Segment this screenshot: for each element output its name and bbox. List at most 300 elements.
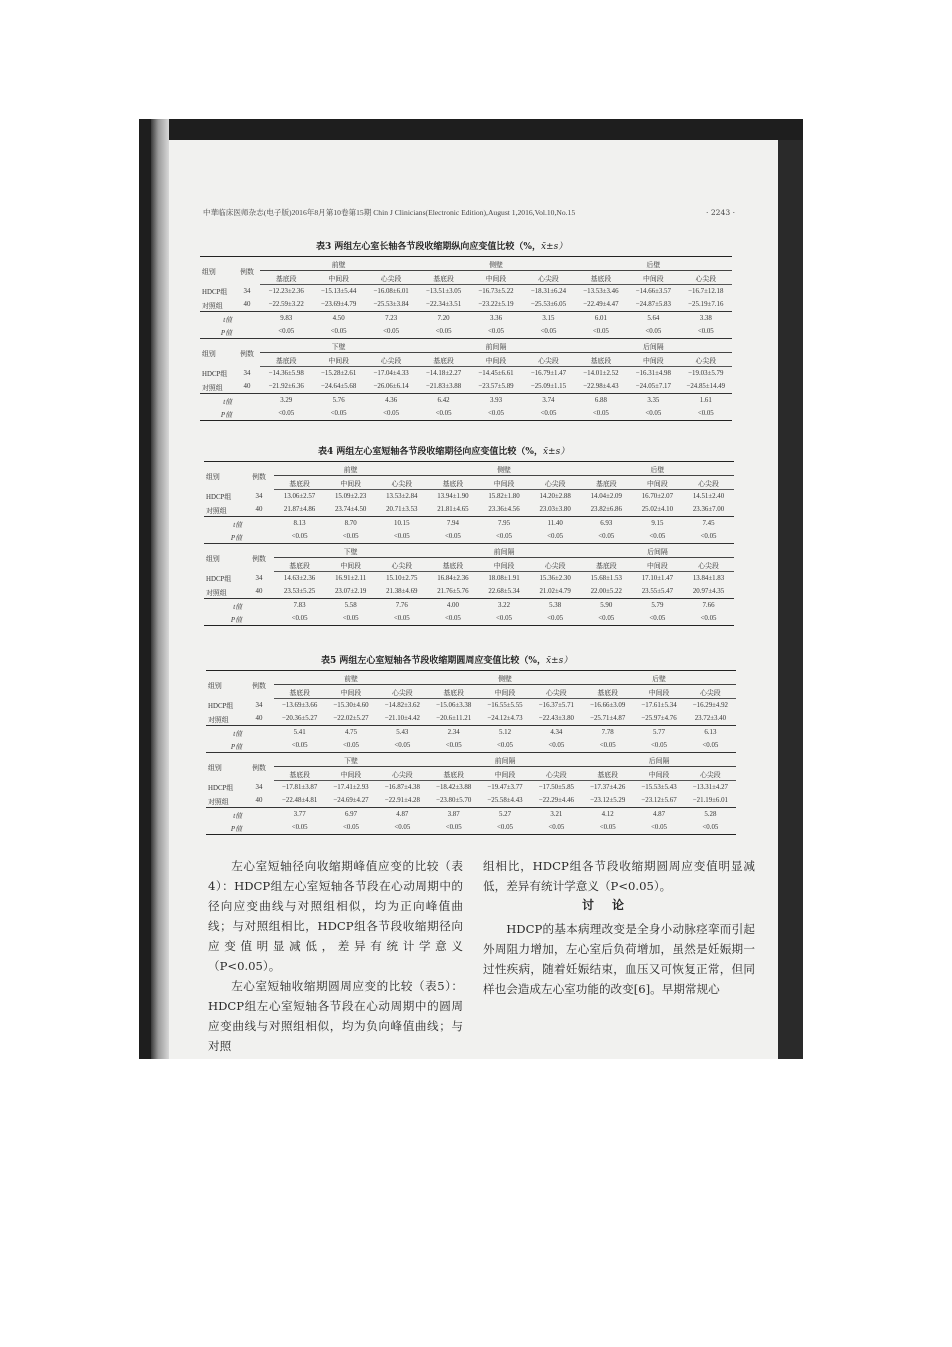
table-cell: <0.05: [428, 739, 479, 753]
page-edge: [778, 140, 803, 1059]
control-row: [206, 712, 736, 726]
row-label: 对照组: [200, 298, 234, 312]
segment-header: 心尖段: [522, 353, 574, 367]
table-cell: <0.05: [376, 530, 427, 544]
table-cell: 7.20: [437, 315, 450, 322]
table-cell: 3.35: [647, 397, 660, 404]
paragraph-circumferential: 左心室短轴收缩期圆周应变的比较（表5）：HDCP组左心室短轴各节段在心动周期中的圆周应变曲线与对照组相似，均为负向峰值曲线；与对照: [208, 979, 463, 1053]
table-cell: −14.01±2.52: [583, 370, 619, 377]
segment-header: 基底段: [581, 476, 632, 490]
segment-header: 基底段: [582, 767, 633, 781]
row-label: 对照组: [200, 380, 234, 394]
segment-header: 基底段: [428, 685, 479, 699]
table-cell: <0.05: [479, 821, 530, 835]
segment-header: 中间段: [633, 685, 684, 699]
row-label: 对照组: [206, 794, 244, 808]
segment-header: 心尖段: [365, 353, 417, 367]
row-count: 34: [255, 574, 263, 582]
running-header: 中華临床医师杂志(电子版)2016年8月第10卷第15期 Chin J Clinicians(Electronic Edition),August 1,2016,Vol.10,No.15: [203, 208, 576, 217]
wall-header: 下壁: [260, 339, 417, 353]
table-cell: 23.53±5.25: [274, 585, 325, 599]
table-cell: 5.43: [396, 729, 409, 736]
column-header-group: 组别: [206, 555, 220, 563]
table-cell: 6.01: [594, 315, 607, 322]
row-count: 40: [244, 503, 274, 517]
p-value-row: [204, 612, 734, 626]
table-cell: 9.15: [651, 520, 664, 527]
t-value-row: [204, 517, 734, 531]
wall-header-row: [200, 257, 732, 271]
segment-header: 中间段: [633, 767, 684, 781]
table-cell: 11.40: [547, 520, 563, 527]
column-header-group: 组别: [206, 671, 244, 699]
segment-header: 基底段: [274, 558, 325, 572]
table-cell: 6.93: [600, 520, 613, 527]
table-cell: 20.71±3.53: [376, 503, 427, 517]
table-cell: 3.21: [550, 811, 563, 818]
table-cell: −25.19±7.16: [680, 298, 732, 312]
wall-header: 前间隔: [417, 339, 574, 353]
row-label: 对照组: [206, 712, 244, 726]
wall-header: 后壁: [581, 462, 734, 476]
table-cell: −17.41±2.93: [333, 784, 369, 791]
table-cell: 13.06±2.57: [283, 493, 316, 500]
segment-header: 心尖段: [376, 476, 427, 490]
table-cell: <0.05: [478, 530, 529, 544]
row-count-empty: [244, 726, 274, 740]
table-cell: 3.77: [293, 811, 306, 818]
column-header-count: 例数: [252, 555, 266, 563]
table-cell: 3.36: [489, 315, 503, 322]
table-cell: <0.05: [274, 530, 325, 544]
row-label: HDCP组: [202, 371, 228, 379]
table-cell: 5.58: [344, 602, 357, 609]
table-cell: 23.72±3.40: [685, 712, 736, 726]
table3-stat: x̄±s）: [540, 242, 568, 252]
table-cell: −23.22±5.19: [470, 298, 522, 312]
row-count: 34: [243, 369, 251, 377]
table-cell: <0.05: [312, 325, 364, 339]
table-cell: −23.69±4.79: [312, 298, 364, 312]
p-value-row: [200, 325, 732, 339]
paragraph-continuation: 组相比，HDCP组各节段收缩期圆周应变值明显减低，差异有统计学意义（P<0.05）。: [483, 859, 755, 893]
segment-header: 中间段: [478, 558, 529, 572]
table-cell: <0.05: [274, 739, 325, 753]
row-count-empty: [234, 325, 260, 339]
table-cell: <0.05: [365, 407, 417, 421]
segment-header: 中间段: [632, 558, 683, 572]
table-cell: 5.28: [704, 811, 717, 818]
segment-header: 中间段: [312, 271, 364, 285]
segment-header: 心尖段: [685, 767, 736, 781]
table-cell: 7.94: [446, 520, 459, 527]
table-cell: 3.93: [489, 397, 503, 404]
table3-title: 表3 两组左心室长轴各节段收缩期纵向应变值比较（%，: [316, 242, 541, 252]
table-cell: 21.81±4.65: [427, 503, 478, 517]
table-cell: −25.53±6.05: [522, 298, 574, 312]
table-cell: −16.79±1.47: [530, 370, 567, 377]
segment-header: 心尖段: [377, 685, 428, 699]
table-cell: 15.09±2.23: [334, 493, 367, 500]
table-cell: <0.05: [581, 530, 632, 544]
table-cell: <0.05: [581, 612, 632, 626]
table-cell: 14.63±2.36: [283, 575, 316, 582]
table-cell: 16.70±2.07: [641, 493, 674, 500]
table-cell: 15.68±1.53: [590, 575, 622, 582]
table-cell: 23.03±3.80: [530, 503, 581, 517]
t-value-row: [206, 808, 736, 822]
table-cell: −15.30±4.60: [333, 702, 369, 709]
table-cell: <0.05: [325, 739, 376, 753]
segment-header: 中间段: [478, 476, 529, 490]
table-cell: 23.36±4.56: [478, 503, 529, 517]
row-count-empty: [244, 821, 274, 835]
table-cell: <0.05: [377, 821, 428, 835]
table-cell: <0.05: [627, 325, 679, 339]
segment-header: 中间段: [325, 685, 376, 699]
table-cell: 15.36±2.30: [539, 575, 571, 582]
table-cell: −16.08±6.01: [373, 288, 409, 295]
segment-header: 心尖段: [530, 558, 581, 572]
row-label: HDCP组: [206, 576, 232, 584]
row-label: t值: [223, 398, 232, 406]
segment-header: 中间段: [312, 353, 364, 367]
table-cell: 21.76±5.76: [427, 585, 478, 599]
segment-header: 中间段: [470, 353, 522, 367]
table-cell: −20.6±11.21: [428, 712, 479, 726]
column-header-group: 组别: [204, 462, 244, 490]
table-cell: −21.10±4.42: [377, 712, 428, 726]
segment-header: 基底段: [581, 558, 632, 572]
table-cell: −14.18±2.27: [425, 370, 462, 377]
table-cell: −13.51±3.05: [425, 288, 462, 295]
segment-header: 基底段: [427, 558, 478, 572]
table-cell: <0.05: [417, 325, 469, 339]
table-cell: −24.69±4.27: [325, 794, 376, 808]
table-cell: <0.05: [428, 821, 479, 835]
table-cell: −20.36±5.27: [274, 712, 325, 726]
paragraph-radial: 左心室短轴径向收缩期峰值应变的比较（表4）：HDCP组左心室短轴各节段在心动周期中的径向应变曲线与对照组相似，均为正向峰值曲线；与对照组相比，HDCP组各节段收缩期径向应变值明显减低，差异有统计学意义（P<0.05）。: [208, 859, 463, 973]
segment-header: 中间段: [479, 685, 530, 699]
segment-header: 基底段: [417, 271, 469, 285]
table-cell: −21.92±6.36: [260, 380, 312, 394]
segment-header: 心尖段: [376, 558, 427, 572]
table-cell: 4.12: [601, 811, 614, 818]
table-cell: −15.28±2.61: [321, 370, 357, 377]
row-count-empty: [234, 407, 260, 421]
table-cell: 6.42: [437, 397, 450, 404]
segment-header: 心尖段: [531, 685, 582, 699]
table-cell: 22.68±5.34: [478, 585, 529, 599]
segment-header: 心尖段: [685, 685, 736, 699]
table-cell: <0.05: [274, 821, 325, 835]
row-count-empty: [244, 739, 274, 753]
column-header-count: 例数: [244, 462, 274, 490]
t-value-row: [206, 726, 736, 740]
table-cell: 13.84±1.83: [692, 575, 725, 582]
table-cell: <0.05: [531, 739, 582, 753]
table-cell: −14.66±3.57: [635, 288, 671, 295]
wall-header: 前壁: [274, 462, 427, 476]
wall-header-row: [206, 671, 736, 685]
row-count: 34: [255, 492, 263, 500]
segment-header: 心尖段: [377, 767, 428, 781]
segment-header: 心尖段: [365, 271, 417, 285]
table-cell: <0.05: [427, 530, 478, 544]
table-cell: 16.91±2.11: [335, 575, 367, 582]
segment-header: 中间段: [325, 476, 376, 490]
wall-header: 后间隔: [575, 339, 732, 353]
table-cell: −23.12±5.29: [582, 794, 633, 808]
table-cell: 6.97: [344, 811, 358, 818]
table-cell: 7.95: [497, 520, 511, 527]
segment-header: 基底段: [274, 476, 325, 490]
table-cell: <0.05: [260, 325, 312, 339]
table-cell: −25.58±4.43: [479, 794, 530, 808]
table-cell: <0.05: [274, 612, 325, 626]
hdcp-row: [206, 781, 736, 795]
table-cell: −26.06±6.14: [365, 380, 417, 394]
table-cell: −17.61±5.34: [641, 702, 677, 709]
control-row: [200, 298, 732, 312]
segment-header-row: [200, 353, 732, 367]
table-cell: 25.02±4.10: [632, 503, 683, 517]
segment-header: 基底段: [260, 271, 312, 285]
table-cell: <0.05: [478, 612, 529, 626]
row-label: t值: [233, 730, 242, 738]
segment-header: 中间段: [470, 271, 522, 285]
left-column: [208, 856, 463, 1056]
table-cell: −18.31±6.24: [530, 288, 567, 295]
table-cell: 7.23: [385, 315, 398, 322]
table-cell: −13.31±4.27: [692, 784, 728, 791]
table-cell: −16.73±5.22: [478, 288, 514, 295]
table-cell: 5.12: [498, 729, 512, 736]
table-cell: −22.49±4.47: [575, 298, 627, 312]
table-cell: −23.57±5.89: [470, 380, 522, 394]
table-cell: <0.05: [325, 612, 376, 626]
table-cell: −24.64±5.68: [312, 380, 364, 394]
table-cell: 16.84±2.36: [437, 575, 469, 582]
table-cell: 5.27: [498, 811, 512, 818]
table-4: [204, 461, 734, 626]
row-count-empty: [234, 312, 260, 326]
row-label: HDCP组: [208, 703, 234, 711]
table-cell: 21.87±4.86: [274, 503, 325, 517]
segment-header: 心尖段: [522, 271, 574, 285]
table-cell: <0.05: [632, 612, 683, 626]
table-cell: 9.83: [280, 315, 293, 322]
table-cell: −19.47±3.77: [487, 784, 523, 791]
table-cell: 4.87: [652, 811, 666, 818]
row-label: P值: [204, 612, 244, 626]
table-cell: <0.05: [632, 530, 683, 544]
wall-header-row: [204, 544, 734, 558]
segment-header: 心尖段: [680, 353, 732, 367]
table-cell: −15.06±3.38: [436, 702, 472, 709]
table-cell: 7.78: [601, 729, 614, 736]
table-cell: −16.87±4.38: [384, 784, 420, 791]
table-cell: 13.53±2.84: [386, 493, 418, 500]
table-cell: <0.05: [470, 407, 522, 421]
wall-header: 侧壁: [428, 671, 582, 685]
column-header-count: 例数: [244, 671, 274, 699]
table-cell: 7.76: [395, 602, 408, 609]
segment-header-row: [206, 767, 736, 781]
wall-header: 后间隔: [582, 753, 736, 767]
table-5: [206, 670, 736, 835]
table-cell: <0.05: [522, 407, 574, 421]
table5-caption: [321, 653, 572, 666]
table-cell: <0.05: [325, 530, 376, 544]
segment-header-row: [204, 558, 734, 572]
table-cell: 2.34: [447, 729, 460, 736]
row-label: P值: [204, 530, 244, 544]
row-count: 40: [244, 712, 274, 726]
table-3: [200, 256, 732, 421]
table-cell: −15.13±5.44: [321, 288, 357, 295]
table-cell: 3.15: [542, 315, 555, 322]
table-cell: −13.53±3.46: [583, 288, 619, 295]
column-header-group: 组别: [208, 764, 222, 772]
row-label: HDCP组: [208, 785, 234, 793]
table-cell: −16.29±4.92: [692, 702, 728, 709]
hdcp-row: [204, 490, 734, 504]
table3-caption: [316, 239, 567, 252]
column-header-count: 例数: [234, 257, 260, 285]
table-cell: 23.36±7.00: [683, 503, 734, 517]
row-count-empty: [244, 517, 274, 531]
table-cell: 4.87: [396, 811, 409, 818]
table-cell: <0.05: [377, 739, 428, 753]
table-cell: <0.05: [575, 325, 627, 339]
table-cell: −16.7±12.18: [688, 288, 724, 295]
row-label: t值: [233, 812, 242, 820]
row-count-empty: [244, 808, 274, 822]
table-cell: 20.97±4.35: [683, 585, 734, 599]
segment-header: 中间段: [325, 558, 376, 572]
table-cell: 5.64: [647, 315, 660, 322]
table-cell: <0.05: [633, 821, 684, 835]
table-cell: 14.04±2.09: [590, 493, 622, 500]
segment-header: 中间段: [627, 271, 679, 285]
table4-caption: [318, 444, 569, 457]
table-cell: −17.50±5.85: [538, 784, 574, 791]
segment-header: 基底段: [260, 353, 312, 367]
table-cell: −25.71±4.87: [582, 712, 633, 726]
column-header-group: 组别: [200, 257, 234, 285]
table-cell: <0.05: [582, 739, 633, 753]
segment-header: 基底段: [582, 685, 633, 699]
table-cell: <0.05: [531, 821, 582, 835]
table-cell: <0.05: [427, 612, 478, 626]
table-cell: <0.05: [470, 325, 522, 339]
table-cell: 1.61: [699, 397, 712, 404]
table-cell: <0.05: [417, 407, 469, 421]
segment-header: 基底段: [274, 767, 325, 781]
segment-header: 中间段: [632, 476, 683, 490]
row-label: HDCP组: [206, 494, 232, 502]
table-cell: <0.05: [325, 821, 376, 835]
table-cell: 7.45: [702, 520, 715, 527]
t-value-row: [200, 394, 732, 408]
table-cell: 5.79: [651, 602, 664, 609]
wall-header: 下壁: [274, 544, 427, 558]
p-value-row: [206, 821, 736, 835]
wall-header: 侧壁: [427, 462, 580, 476]
row-count-empty: [244, 530, 274, 544]
table-cell: −22.48±4.81: [274, 794, 325, 808]
table-cell: 18.08±1.91: [488, 575, 520, 582]
table-cell: −24.05±7.17: [627, 380, 679, 394]
table-cell: 13.94±1.90: [437, 493, 469, 500]
row-label: t值: [223, 316, 232, 324]
table-cell: −23.12±5.67: [633, 794, 684, 808]
table-cell: 4.00: [446, 602, 459, 609]
segment-header-row: [206, 685, 736, 699]
row-count: 40: [244, 585, 274, 599]
table-cell: 4.34: [550, 729, 563, 736]
wall-header: 前壁: [274, 671, 428, 685]
table-cell: 23.74±4.50: [325, 503, 376, 517]
p-value-row: [204, 530, 734, 544]
segment-header: 基底段: [575, 271, 627, 285]
wall-header: 前间隔: [427, 544, 580, 558]
table-cell: 5.38: [549, 602, 562, 609]
table-cell: −22.29±4.46: [531, 794, 582, 808]
table-cell: 5.77: [652, 729, 666, 736]
segment-header: 心尖段: [683, 558, 734, 572]
table-cell: 4.50: [332, 315, 345, 322]
row-label: 对照组: [204, 585, 244, 599]
table-cell: −14.45±6.61: [478, 370, 514, 377]
table-cell: <0.05: [627, 407, 679, 421]
table-cell: 22.00±5.22: [581, 585, 632, 599]
row-label: t值: [233, 603, 242, 611]
table-cell: <0.05: [575, 407, 627, 421]
table-cell: −17.04±4.33: [373, 370, 409, 377]
page-number: · 2243 ·: [706, 208, 735, 217]
table-cell: 5.76: [332, 397, 345, 404]
right-column-discussion: [483, 919, 755, 999]
table-cell: −14.36±5.98: [268, 370, 304, 377]
segment-header: 心尖段: [683, 476, 734, 490]
control-row: [204, 585, 734, 599]
row-count: 40: [234, 298, 260, 312]
control-row: [200, 380, 732, 394]
right-column: [483, 856, 755, 896]
segment-header: 基底段: [428, 767, 479, 781]
table-cell: −16.66±3.09: [590, 702, 626, 709]
table-cell: <0.05: [376, 612, 427, 626]
table-cell: −16.31±4.98: [635, 370, 671, 377]
table-cell: 7.83: [293, 602, 306, 609]
table-cell: <0.05: [365, 325, 417, 339]
p-value-row: [206, 739, 736, 753]
p-value-row: [200, 407, 732, 421]
table-cell: <0.05: [683, 530, 734, 544]
table4-stat: x̄±s）: [542, 447, 570, 457]
hdcp-row: [204, 572, 734, 586]
table-cell: −16.37±5.71: [538, 702, 574, 709]
table-cell: −13.69±3.66: [282, 702, 318, 709]
row-count: 40: [234, 380, 260, 394]
hdcp-row: [206, 699, 736, 713]
segment-header: 心尖段: [680, 271, 732, 285]
control-row: [204, 503, 734, 517]
row-label: P值: [206, 739, 244, 753]
table4-title: 表4 两组左心室短轴各节段收缩期径向应变值比较（%，: [318, 447, 543, 457]
